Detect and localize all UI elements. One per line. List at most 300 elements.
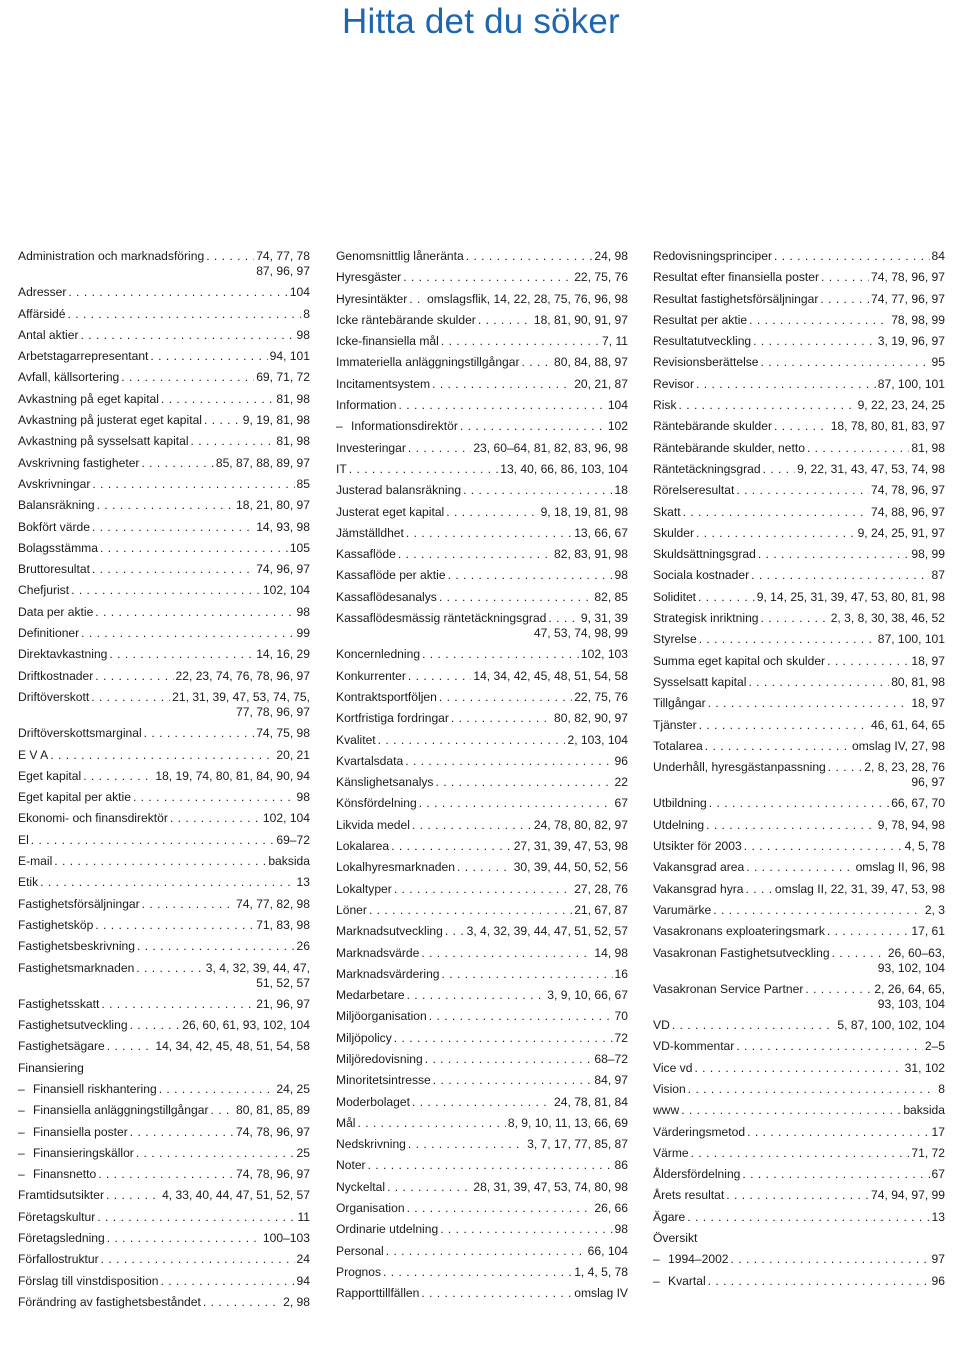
index-term: Fastighetsförsäljningar <box>18 896 140 911</box>
index-entry <box>653 547 945 562</box>
index-entry-line <box>18 875 310 890</box>
index-page-refs: 81, 98 <box>276 391 310 406</box>
index-entry-line <box>653 611 945 626</box>
dot-leader <box>387 1180 471 1195</box>
index-page-refs: 4, 33, 40, 44, 47, 51, 52, 57 <box>162 1188 310 1203</box>
index-entry-line <box>18 626 310 641</box>
index-term: Förfallostruktur <box>18 1252 99 1267</box>
dot-leader <box>121 370 254 385</box>
index-entry-line <box>336 313 628 328</box>
index-entry-line <box>18 690 310 705</box>
index-entry <box>18 1082 310 1097</box>
index-entry <box>336 419 628 434</box>
index-entry <box>336 882 628 897</box>
index-entry <box>653 292 945 307</box>
index-entry-line <box>653 1210 945 1225</box>
index-entry <box>653 419 945 434</box>
index-term: Eget kapital per aktie <box>18 790 131 805</box>
index-page-refs: 18, 19, 74, 80, 81, 84, 90, 94 <box>155 768 310 783</box>
index-term: Kassaflöde per aktie <box>336 568 446 583</box>
index-entry <box>336 1009 628 1024</box>
index-page-refs: 26 <box>296 939 310 954</box>
index-entry-line <box>336 249 628 264</box>
dot-leader <box>203 1295 281 1310</box>
index-entry <box>18 1167 310 1182</box>
index-page-refs: 24, 98 <box>594 249 628 263</box>
index-entry-line <box>653 924 945 939</box>
index-term: Vice vd <box>653 1060 693 1075</box>
index-page-refs: 1, 4, 5, 78 <box>574 1264 628 1279</box>
dot-leader <box>746 882 773 897</box>
index-term: Lokaltyper <box>336 881 392 896</box>
index-entry <box>18 1295 310 1310</box>
index-term: Etik <box>18 875 39 890</box>
index-page-refs: 7, 11 <box>602 334 628 349</box>
index-term: Avkastning på justerat eget kapital <box>18 413 202 428</box>
index-page-refs-continued: 96, 97 <box>911 775 945 790</box>
index-entry <box>653 739 945 754</box>
index-page-refs: 9, 24, 25, 91, 97 <box>857 525 945 540</box>
index-page-refs: 21, 67, 87 <box>574 902 628 917</box>
index-entry-line <box>18 1103 310 1118</box>
dot-leader <box>97 1210 295 1225</box>
dot-leader <box>81 626 294 641</box>
dot-leader <box>699 718 869 733</box>
index-page-refs: 21, 96, 97 <box>256 996 310 1011</box>
index-page-refs: 9, 18, 19, 81, 98 <box>540 504 628 519</box>
index-entry-line <box>18 583 310 598</box>
index-term: Administration och marknadsföring <box>18 249 205 263</box>
index-entry <box>336 1265 628 1280</box>
index-term: Marknadsvärdering <box>336 966 440 981</box>
index-term: Organisation <box>336 1201 405 1216</box>
dot-leader <box>463 483 612 498</box>
dot-leader <box>101 1252 295 1267</box>
index-entry-line <box>18 1082 310 1097</box>
dot-leader <box>429 1009 613 1024</box>
index-page-refs: 24 <box>296 1252 310 1267</box>
index-term: Driftkostnader <box>18 668 94 683</box>
index-entry-line <box>336 946 628 961</box>
index-term: Soliditet <box>653 589 697 604</box>
index-entry-line <box>653 839 945 854</box>
index-entry-line <box>18 726 310 741</box>
index-page-refs: 95 <box>931 355 945 370</box>
dot-leader <box>95 605 294 620</box>
index-page-refs: 94 <box>296 1273 310 1288</box>
index-entry <box>18 647 310 662</box>
index-entry <box>653 839 945 854</box>
dot-leader <box>691 1146 910 1161</box>
index-entry-line <box>336 669 628 684</box>
index-term: Resultat fastighetsförsäljningar <box>653 291 819 306</box>
index-entry <box>18 748 310 763</box>
dot-leader <box>746 860 853 875</box>
index-entry-line <box>653 1018 945 1033</box>
dot-leader <box>457 860 512 875</box>
index-term: Företagsledning <box>18 1231 105 1246</box>
index-entry <box>336 967 628 982</box>
index-column-1 <box>18 249 310 1316</box>
index-term: Skatt <box>653 504 681 519</box>
index-term: Miljöorganisation <box>336 1009 427 1024</box>
index-entry <box>18 875 310 890</box>
dot-leader <box>681 1103 901 1118</box>
dot-leader <box>369 903 572 918</box>
index-term: Skulder <box>653 525 695 540</box>
index-page-refs: 22, 75, 76 <box>574 270 628 285</box>
dot-leader <box>751 568 929 583</box>
index-page-refs: 26, 60–63, <box>887 945 945 960</box>
index-entry-line <box>18 790 310 805</box>
dot-leader <box>98 1167 234 1182</box>
index-entry-line <box>18 811 310 826</box>
index-term: Räntebärande skulder <box>653 419 773 434</box>
index-page-refs-continued: 87, 96, 97 <box>256 264 310 278</box>
index-page-refs: 82, 83, 91, 98 <box>554 547 628 562</box>
dot-leader <box>736 1039 922 1054</box>
index-page-refs: 82, 85 <box>594 589 628 604</box>
index-page-refs: 24, 25 <box>276 1081 310 1096</box>
index-entry <box>336 690 628 705</box>
index-entry <box>653 441 945 456</box>
index-entry-line <box>18 285 310 300</box>
index-entry-line <box>336 733 628 748</box>
index-term: Avkastning på sysselsatt kapital <box>18 434 189 449</box>
index-entry-line <box>336 754 628 769</box>
index-page-refs: 74, 78, 96, 97 <box>871 270 945 285</box>
index-term: Företagskultur <box>18 1209 96 1224</box>
index-entry-line <box>18 541 310 556</box>
index-entry-line <box>336 462 628 477</box>
index-term: Löner <box>336 902 367 917</box>
index-page-refs: 98 <box>296 327 310 342</box>
dot-leader <box>425 1052 593 1067</box>
index-entry-line <box>336 483 628 498</box>
index-term: Värme <box>653 1145 689 1160</box>
index-page-refs: 66, 104 <box>587 1243 628 1258</box>
index-entry <box>336 988 628 1003</box>
index-term: Fastighetsbeskrivning <box>18 939 135 954</box>
index-entry <box>653 1146 945 1161</box>
index-entry-line <box>653 590 945 605</box>
dot-leader <box>774 249 930 264</box>
index-page-refs: 9, 31, 39 <box>580 611 628 626</box>
index-entry-line <box>653 249 945 264</box>
dot-leader <box>407 988 546 1003</box>
index-page-refs: 4, 5, 78 <box>904 839 945 854</box>
index-entry-line <box>18 1188 310 1203</box>
index-entry <box>336 1116 628 1131</box>
index-term: Kassaflödesanalys <box>336 589 437 604</box>
index-entry <box>336 818 628 833</box>
index-term: E V A <box>18 747 49 762</box>
dot-leader <box>160 1274 294 1289</box>
index-entry <box>18 370 310 385</box>
index-term: Känslighetsanalys <box>336 775 434 790</box>
index-entry-line <box>336 1137 628 1152</box>
dot-leader <box>398 547 552 562</box>
index-term: Driftöverskott <box>18 689 90 704</box>
index-term: www <box>653 1103 680 1118</box>
index-entry <box>18 562 310 577</box>
index-entry <box>18 249 310 279</box>
index-term: Data per aktie <box>18 604 94 619</box>
index-term: Vasakronan Service Partner <box>653 981 804 996</box>
index-term: Justerad balansräkning <box>336 483 462 498</box>
index-term: Värderingsmetod <box>653 1124 746 1139</box>
index-term: Fastighetsägare <box>18 1039 105 1054</box>
index-entry <box>653 505 945 520</box>
index-term: Miljöpolicy <box>336 1030 392 1045</box>
index-entry-line <box>336 647 628 662</box>
index-term: IT <box>336 461 347 476</box>
dot-leader <box>445 924 465 939</box>
index-term: Genomsnittlig låneränta <box>336 249 464 263</box>
index-page-refs: 22, 23, 74, 76, 78, 96, 97 <box>175 668 310 683</box>
index-entry <box>18 769 310 784</box>
index-entry-line <box>18 249 310 264</box>
index-entry <box>18 1252 310 1267</box>
index-page-refs: 96 <box>931 1273 945 1288</box>
index-page-refs: 9, 78, 94, 98 <box>877 817 945 832</box>
index-entry-line <box>336 711 628 726</box>
index-entry-line <box>18 647 310 662</box>
dot-leader <box>435 775 612 790</box>
index-entry <box>653 313 945 328</box>
index-entry <box>336 355 628 370</box>
index-term: Icke-finansiella mål <box>336 334 439 349</box>
index-term: Bolagsstämma <box>18 540 98 555</box>
index-term: Adresser <box>18 285 67 300</box>
dot-leader <box>54 854 266 869</box>
dot-leader <box>832 946 886 961</box>
index-page-refs: omslagsflik, 14, 22, 28, 75, 76, 96, 98 <box>426 291 628 306</box>
index-page-refs: 80, 82, 90, 97 <box>554 711 628 726</box>
index-entry-line <box>653 398 945 413</box>
index-page-refs: 100–103 <box>262 1231 310 1246</box>
index-page-refs: 27, 28, 76 <box>574 881 628 896</box>
index-term: Utsikter för 2003 <box>653 839 742 854</box>
index-entry <box>653 398 945 413</box>
index-entry <box>18 541 310 556</box>
index-entry <box>653 924 945 939</box>
index-term: Icke räntebärande skulder <box>336 312 476 327</box>
index-entry <box>336 1095 628 1110</box>
index-page-refs: 85, 87, 88, 89, 97 <box>215 455 310 470</box>
index-page-refs: 17, 61 <box>911 924 945 939</box>
dot-leader <box>421 946 592 961</box>
index-page-refs: 3, 4, 32, 39, 44, 47, 51, 52, 57 <box>466 924 628 939</box>
index-entry-line <box>18 1231 310 1246</box>
dot-leader <box>407 1201 593 1216</box>
index-term: Lokalhyresmarknaden <box>336 860 455 875</box>
index-term: Likvida medel <box>336 817 410 832</box>
index-entry <box>336 1137 628 1152</box>
dot-leader <box>548 611 579 626</box>
index-entry <box>18 811 310 826</box>
dot-leader <box>136 961 203 976</box>
index-term: Kortfristiga fordringar <box>336 711 449 726</box>
index-entry <box>18 669 310 684</box>
index-term: Information <box>336 398 397 413</box>
dot-leader <box>805 982 872 997</box>
index-page-refs-continued: 47, 53, 74, 98, 99 <box>533 626 628 641</box>
index-entry <box>18 1188 310 1203</box>
index-entry <box>653 1061 945 1076</box>
index-term: Bokfört värde <box>18 519 90 534</box>
index-entry <box>18 605 310 620</box>
index-entry <box>336 568 628 583</box>
index-entry <box>653 1018 945 1033</box>
index-entry-line <box>18 1167 310 1182</box>
index-term: Kontraktsportföljen <box>336 689 437 704</box>
index-entry-line <box>336 547 628 562</box>
index-page-refs: 66, 67, 70 <box>891 796 945 811</box>
index-term: Incitamentsystem <box>336 376 431 391</box>
index-page-refs: 74, 78, 96, 97 <box>236 1167 310 1182</box>
index-term: Förslag till vinstdisposition <box>18 1273 159 1288</box>
index-page-refs: 31, 102 <box>904 1060 945 1075</box>
index-entry <box>336 903 628 918</box>
index-page-refs: 74, 77, 78 <box>256 249 310 263</box>
dot-leader <box>170 811 261 826</box>
index-term: Resultat per aktie <box>653 312 748 327</box>
index-subterm: – 1994–2002 <box>653 1252 731 1267</box>
dot-leader <box>97 498 234 513</box>
index-term: Justerat eget kapital <box>336 504 445 519</box>
index-term: Ekonomi- och finansdirektör <box>18 811 168 826</box>
index-entry <box>18 897 310 912</box>
index-term: Hyresgäster <box>336 270 402 285</box>
index-entry-line <box>18 1125 310 1140</box>
dot-leader <box>368 1158 613 1173</box>
index-entry <box>653 1103 945 1118</box>
index-page-refs: 2–5 <box>924 1039 945 1054</box>
index-entry <box>336 270 628 285</box>
index-entry <box>653 1039 945 1054</box>
index-page-refs: 102, 104 <box>262 811 310 826</box>
index-entry-line <box>336 860 628 875</box>
index-term: Driftöverskottsmarginal <box>18 726 142 741</box>
index-term: Immateriella anläggningstillgångar <box>336 355 520 370</box>
index-entry <box>653 1167 945 1182</box>
dot-leader <box>422 647 579 662</box>
index-page-refs: 86 <box>614 1158 628 1173</box>
index-entry <box>336 1286 628 1301</box>
index-term: El <box>18 832 29 847</box>
index-entry-line <box>336 611 628 626</box>
index-term: Fastighetsskatt <box>18 996 100 1011</box>
index-page-refs: omslag II, 22, 31, 39, 47, 53, 98 <box>774 881 945 896</box>
index-page-refs-continued: 93, 102, 104 <box>877 960 945 975</box>
index-entry-line <box>336 292 628 307</box>
dot-leader <box>742 1167 929 1182</box>
index-page-refs: 87 <box>931 568 945 583</box>
index-term: Moderbolaget <box>336 1094 410 1109</box>
index-page-refs: 18 <box>614 483 628 498</box>
index-page-refs: 9, 22, 23, 24, 25 <box>857 398 945 413</box>
index-entry <box>336 924 628 939</box>
index-page-refs: 18, 21, 80, 97 <box>236 498 310 513</box>
index-entry <box>653 796 945 811</box>
index-entry-line <box>336 690 628 705</box>
dot-leader <box>399 398 606 413</box>
index-entry-line <box>653 696 945 711</box>
index-term: Avkastning på eget kapital <box>18 391 159 406</box>
index-page-refs: 2, 8, 23, 28, 76 <box>864 760 945 775</box>
index-term: Arbetstagarrepresentant <box>18 349 149 364</box>
index-page-refs: 14, 16, 29 <box>256 647 310 662</box>
index-entry <box>336 505 628 520</box>
index-entry <box>336 733 628 748</box>
index-entry-line <box>336 1158 628 1173</box>
index-entry-line <box>18 939 310 954</box>
index-entry-line <box>653 1082 945 1097</box>
dot-leader <box>408 669 471 684</box>
index-page-refs: 17 <box>931 1124 945 1139</box>
index-page-refs: 105 <box>289 540 310 555</box>
index-entry-line <box>653 654 945 669</box>
dot-leader <box>349 462 498 477</box>
index-term: Antal aktier <box>18 327 79 342</box>
index-term: Fastighetsutveckling <box>18 1018 128 1033</box>
index-entry-line <box>18 1274 310 1289</box>
index-entry <box>18 1146 310 1161</box>
index-entry <box>336 1031 628 1046</box>
index-page-refs-continued: 77, 78, 96, 97 <box>236 704 310 719</box>
index-entry <box>336 1180 628 1195</box>
index-entry <box>336 860 628 875</box>
index-entry-line <box>336 924 628 939</box>
index-entry <box>653 1274 945 1289</box>
index-entry-line <box>653 313 945 328</box>
index-entry-line <box>653 505 945 520</box>
index-entry-line <box>336 796 628 811</box>
dot-leader <box>409 292 425 307</box>
dot-leader <box>386 1244 586 1259</box>
index-entry-line <box>336 882 628 897</box>
index-page-refs: 74, 88, 96, 97 <box>871 504 945 519</box>
index-entry-line <box>336 775 628 790</box>
index-entry-line <box>18 307 310 322</box>
index-entry <box>653 903 945 918</box>
index-term: Vakansgrad area <box>653 860 745 875</box>
index-entry <box>336 1244 628 1259</box>
index-entry-line <box>653 1188 945 1203</box>
dot-leader <box>446 505 538 520</box>
index-page-refs: 13 <box>296 875 310 890</box>
index-page-refs: 14, 93, 98 <box>256 519 310 534</box>
index-term: Vasakronans exploateringsmark <box>653 924 825 939</box>
index-entry <box>18 854 310 869</box>
index-page-refs: 94, 101 <box>269 349 310 364</box>
index-page-refs: 71, 72 <box>911 1145 945 1160</box>
index-page-refs: 96 <box>614 753 628 768</box>
index-entry <box>336 754 628 769</box>
dot-leader <box>412 818 532 833</box>
index-entry-line <box>336 1265 628 1280</box>
index-term: Direktavkastning <box>18 647 108 662</box>
dot-leader <box>391 839 512 854</box>
index-term: Åldersfördelning <box>653 1167 741 1182</box>
index-entry-line <box>653 377 945 392</box>
index-page-refs: 11 <box>297 1209 310 1224</box>
index-entry <box>336 526 628 541</box>
index-entry-line <box>653 903 945 918</box>
index-entry <box>18 583 310 598</box>
index-page-refs: 102, 103 <box>580 647 628 662</box>
